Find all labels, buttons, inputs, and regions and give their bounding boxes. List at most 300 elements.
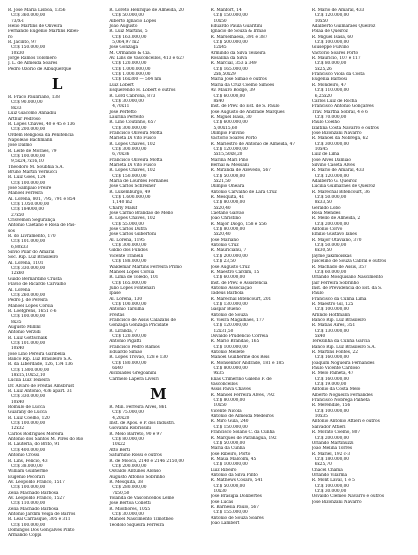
directory-line: José Bizonzani Navarro bbox=[311, 130, 362, 136]
directory-line: Zelia Machado Barbosa bbox=[8, 490, 59, 496]
directory-line: 10x22 bbox=[112, 442, 126, 448]
directory-line: Cr.$ 50.000,00 bbox=[213, 440, 246, 446]
directory-line: Cr.$ 200.000,00 bbox=[11, 127, 46, 133]
directory-line: Vactorio Soares Porto bbox=[311, 50, 359, 56]
directory-line: R. Lautérla, do Brito, 91 bbox=[8, 442, 60, 448]
directory-line: Antonio Jardim Veiga de Barros bbox=[8, 511, 76, 517]
directory-line: Cr.$ 55.000,00 bbox=[112, 221, 144, 227]
directory-line: Cr.$ 80.000,00 bbox=[213, 200, 246, 206]
directory-line: R. Mello de Almeida, 2 bbox=[311, 216, 361, 222]
directory-line: R. Monsenhor Andrade, 181 e 185 bbox=[210, 360, 284, 366]
directory-line: Julio Lopes Fontenari bbox=[109, 285, 155, 291]
directory-line: Cr.$ 600.000,00 bbox=[213, 120, 248, 126]
directory-line: Francisco Nobrega Palheta bbox=[311, 398, 370, 404]
directory-line: Francisco Pedro Ramos bbox=[109, 344, 160, 350]
directory-line: Cr.$ 200.000,00 bbox=[314, 435, 349, 441]
directory-line: Cr.$ 80.000,00 bbox=[213, 398, 246, 404]
directory-line: 73/X-I bbox=[11, 18, 24, 24]
directory-line: R. Barnesia Paulo, 567 bbox=[210, 504, 259, 510]
directory-line: Silvio Pilar do Amaral bbox=[8, 250, 55, 256]
directory-line: Av. Lins de Vasconcellos, 413 e 627 bbox=[109, 56, 185, 62]
directory-line: Cr.$ 330.000,00 bbox=[11, 266, 46, 272]
directory-line: 6x30,50 bbox=[314, 248, 332, 254]
directory-line: Cr.$ 1.600.000,00 bbox=[112, 195, 151, 201]
directory-line: Cr.$ 1.000.000,00 bbox=[112, 66, 151, 72]
directory-line: 2x6,50x29 bbox=[213, 72, 236, 78]
directory-line: 12x32 bbox=[11, 426, 25, 432]
directory-line: Orlando Mosquisano Nascimento bbox=[311, 275, 383, 281]
directory-line: Cr.$ 260.000,00 bbox=[11, 292, 46, 298]
directory-line: Guido Bernardino Crusta bbox=[8, 276, 62, 282]
directory-line: Laurina Perfeito bbox=[109, 114, 144, 120]
directory-line: José Alves Damião bbox=[311, 157, 351, 163]
directory-line: Tadeus Barbola bbox=[210, 291, 244, 297]
directory-line: Marieta Di Vito Fusco bbox=[109, 162, 157, 168]
directory-line: 10x50 bbox=[213, 18, 227, 24]
directory-line: Helio Martins de Oliveira bbox=[8, 24, 63, 30]
directory-line: 5,00x15,60 bbox=[213, 125, 238, 131]
directory-line: Carmelo Lapera Liveiri bbox=[109, 376, 159, 382]
directory-line: Antonio Associação bbox=[210, 285, 252, 291]
directory-line: Orlando Vilarma bbox=[311, 472, 348, 478]
directory-line: Cr.$ 165.000,00 bbox=[213, 66, 248, 72]
directory-line: Cr.$ 100.000,00 bbox=[112, 301, 147, 307]
directory-line: Maria da Cruz Coelho Simões bbox=[210, 82, 275, 88]
directory-line: Antonio Tarsilha bbox=[109, 307, 145, 313]
directory-line: R. de Moóca, 2140 e 2146 2150,00 bbox=[109, 458, 184, 464]
directory-line: R. Lopes Chaves, 102 bbox=[109, 216, 156, 222]
directory-line: Romulo de Lucca bbox=[8, 405, 45, 411]
directory-line: 18x15,10x52,10 bbox=[11, 373, 46, 378]
directory-line: 8x35 bbox=[11, 319, 22, 325]
directory-line: R. Marcial, 353 a 349 bbox=[210, 61, 257, 67]
directory-line: Eduardo Paula Guaritini bbox=[210, 24, 263, 30]
directory-line: William Guilherme bbox=[8, 469, 48, 475]
directory-line: Cr.$ 100.000,00 bbox=[11, 153, 46, 159]
directory-line: Cr.$ 80.000,00 bbox=[112, 437, 144, 443]
directory-line: Cr.$ 50.000,00 bbox=[213, 483, 246, 489]
directory-line: Francisco Oliveira Motta bbox=[109, 130, 163, 136]
directory-line: Cr.$ 100.000,00 bbox=[314, 408, 349, 414]
directory-line: Luiz Giacomo Annadiu bbox=[8, 111, 57, 117]
directory-line: R. Mont Laval, 1 e 5 bbox=[311, 478, 355, 484]
directory-line: Antonio de Almeida Medeiros bbox=[210, 414, 274, 420]
directory-line: 5x40 bbox=[314, 333, 326, 339]
directory-line: R. Manoel da Nobrega, 62 bbox=[311, 136, 369, 142]
directory-line: Cr.$ 90.000,00 bbox=[11, 100, 43, 106]
section-letter: M bbox=[150, 385, 167, 404]
directory-line: Arthur Pedroso bbox=[8, 116, 41, 122]
directory-line: Cr.$ 165.000,00 bbox=[112, 280, 147, 286]
directory-line: Rosalina da Silva bbox=[210, 56, 248, 62]
directory-line: R. Luiz Martins, 5 bbox=[109, 29, 148, 35]
directory-line: Silvino Caseta Alves bbox=[311, 162, 355, 168]
directory-line: José Bertoa Colletti bbox=[109, 501, 151, 507]
directory-line: Cr.$ 50.000,00 bbox=[213, 173, 246, 179]
directory-line: Dr. Alvaro de Freitas Amsbrust bbox=[8, 383, 75, 389]
directory-line: Cr.$ 100.000,00 bbox=[314, 483, 349, 489]
directory-line: Inst. de Apos. e P. dos Industri. bbox=[109, 421, 176, 427]
directory-line: Al. Lorena, 1195 bbox=[109, 237, 145, 243]
directory-line: Osvaldo Clemeo Navarro e outros bbox=[311, 494, 384, 500]
directory-line: Manoel Ferreira bbox=[8, 191, 43, 197]
directory-line: Cr.$ 120.000,00 bbox=[112, 333, 147, 339]
directory-line: 6,25x20 bbox=[314, 93, 332, 99]
directory-line: Cr.$ 16x300 — 504 nm bbox=[112, 77, 162, 83]
directory-line: Carlos Luiz de Rocha bbox=[311, 98, 358, 104]
directory-line: Vicente Nicola bbox=[210, 408, 242, 414]
directory-line: Cr.$ 360.000,00 bbox=[11, 13, 46, 19]
directory-line: Cr.$ 100.000,00 bbox=[11, 421, 46, 427]
section-letter: L bbox=[51, 75, 63, 94]
directory-line: Antonio de Souza bbox=[210, 312, 248, 318]
directory-line: 8x40 bbox=[213, 98, 224, 104]
directory-line: R. José Maria Lisboa, 1356 bbox=[8, 8, 66, 13]
directory-line: Cr.$ 75.000,00 bbox=[112, 410, 144, 416]
directory-line: Theodoro M. Soubhia S.A. bbox=[8, 164, 64, 170]
directory-line: Terezinha da Cunha Garcia bbox=[311, 339, 370, 345]
directory-line: Alcibiades Gregoanini bbox=[109, 371, 157, 377]
directory-line: Chacel Chama bbox=[311, 467, 343, 473]
directory-line: 10x50 bbox=[213, 403, 227, 409]
directory-line: José Lucas bbox=[210, 499, 234, 505]
directory-line: R. Maestro Gil, 125 bbox=[311, 301, 354, 307]
directory-line: Gonzaga Gonzaga Prícidate bbox=[109, 323, 169, 329]
directory-line: Giuseppe Fulvino bbox=[311, 45, 349, 51]
directory-line: 5,064,97 m2 bbox=[112, 40, 140, 46]
directory-line: Saturnino Rossi e outros bbox=[109, 453, 162, 459]
directory-line: 9x35 bbox=[213, 371, 224, 377]
directory-line: Paulo Vicente Cardoso bbox=[311, 366, 360, 372]
directory-line: Cr.$ 1.050.000,00 bbox=[11, 202, 50, 207]
directory-line: Cr.$ 500.000,00 bbox=[213, 40, 248, 46]
directory-line: R. Lopes Chaves, 102 bbox=[109, 168, 156, 174]
directory-line: R. Miró Gula, 240 bbox=[210, 419, 249, 425]
directory-line: J. L. de Almeida Soares bbox=[8, 61, 58, 67]
directory-line: R. Miguel Isasa, 60 bbox=[311, 34, 353, 40]
directory-line: Cr.$ 1.800.000,00 bbox=[11, 367, 50, 373]
directory-line: Carlos Rodrigues Moreira bbox=[8, 431, 64, 437]
directory-line: Marina Mari Pino bbox=[210, 157, 249, 163]
directory-line: Cr.$ 23,50 bbox=[213, 259, 236, 265]
directory-line: R. Machado de Assis, 357 bbox=[311, 264, 367, 270]
directory-line: Olimpio Oneara bbox=[210, 184, 245, 190]
directory-line: Maria José Simão e outros bbox=[210, 77, 267, 83]
directory-line: 8x33 bbox=[11, 105, 22, 111]
directory-line: Jorge Ramos Tolomero bbox=[8, 56, 57, 62]
directory-line: José Carlos Dutra bbox=[109, 227, 147, 233]
directory-line: Armando Coppi bbox=[8, 533, 42, 539]
directory-line: Waldemar Martins Ferreira Primo bbox=[109, 264, 182, 270]
directory-line: Juscelino de Souza Cabral e outros bbox=[311, 259, 387, 265]
directory-line: Cr.$ 100.000,00 bbox=[11, 485, 46, 491]
directory-line: Cr.$ 100.000,00 bbox=[11, 522, 46, 528]
directory-line: Cr.$ 180.000,00 bbox=[112, 360, 147, 366]
directory-line: Pôlaa de Queiroz bbox=[311, 29, 348, 35]
directory-line: R. Marselhaesa, 391 e 387 bbox=[210, 34, 268, 40]
directory-line: Cr.$ 38.000,00 bbox=[11, 463, 43, 469]
directory-line: Orlando Martinuzzi bbox=[311, 440, 354, 446]
directory-line: R. Mathews Cosaro, 541 bbox=[210, 478, 263, 484]
directory-line: Cr.$ 60.000,00 bbox=[314, 269, 347, 275]
directory-line: Ordem Religiosa da Penitencia bbox=[8, 132, 74, 138]
directory-line: R. Mauricianu, 7 bbox=[210, 248, 247, 254]
directory-line: Armindo da Silva Teixeira bbox=[210, 50, 266, 56]
directory-line: José Sampaio Freire bbox=[8, 185, 52, 191]
directory-line: R. Jacinto, 97 bbox=[8, 40, 37, 46]
directory-line: Francisco Solano C. da Cunha bbox=[210, 430, 275, 436]
directory-line: R. Miolfiores, 1055 bbox=[109, 506, 151, 512]
directory-line: Banco Rip. Luz Brasileiro S.A. bbox=[8, 356, 72, 362]
directory-line: R. Morato Coelho, 807 bbox=[311, 430, 361, 436]
directory-line: R. da Liberdade, 126, 134 136 bbox=[8, 362, 73, 368]
column-4 bbox=[312, 8, 410, 548]
directory-line: Al. Lorena, 130 bbox=[109, 296, 143, 302]
directory-line: Freitas bbox=[109, 312, 125, 318]
directory-line: R. Marechal Bitencourt, 201 bbox=[210, 296, 272, 302]
directory-line: Cr.$ 60.000,00 bbox=[213, 275, 246, 281]
directory-line: Cr.$ 200.000,00 bbox=[213, 253, 248, 259]
directory-line: Banco Rip. Luz Brasileiro S.A. bbox=[311, 344, 376, 350]
directory-line: Cr.$ 180.000,00 bbox=[314, 456, 349, 462]
directory-line: Luiz de Lima bbox=[311, 152, 340, 158]
directory-line: Jair Ferreira Sobrinho bbox=[311, 280, 359, 286]
directory-line: José Dalmo bbox=[8, 143, 32, 149]
directory-line: Al. Lorena, 1101 bbox=[8, 260, 44, 266]
directory-line: Bruno Martin Vernucci bbox=[8, 169, 57, 175]
column-3 bbox=[211, 8, 309, 548]
directory-line: Cr.$ 100.000,00 bbox=[11, 314, 46, 320]
directory-line: Fernando Eugenio Martins Ribei- bbox=[8, 29, 80, 35]
directory-line: R. Mário Brandão, 165 bbox=[210, 339, 260, 345]
directory-line: Osvaldo Antunes Alonso bbox=[109, 469, 161, 475]
directory-line: José Bizonzani Navarro bbox=[311, 499, 362, 505]
directory-line: 4,20x20 bbox=[112, 415, 130, 421]
directory-line: Cr.$ 163.000,00 bbox=[112, 34, 147, 40]
directory-line: Antonio Antonio Attieri e outros bbox=[311, 419, 380, 425]
directory-line: R. Leal Carrasque, 305 e 311 bbox=[8, 517, 71, 523]
directory-line: Cr.$ 80.000,00 bbox=[213, 227, 246, 233]
directory-line: José Carlos Gilbertoni bbox=[109, 232, 156, 238]
directory-line: sos bbox=[8, 228, 15, 234]
directory-line: Maria de Lourdes Fernanes bbox=[109, 179, 169, 184]
directory-line: Cr.$ 300.000,00 bbox=[112, 146, 147, 152]
directory-line: R. Lins, Felicio, 43 bbox=[8, 458, 48, 464]
directory-line: Soc. Rip. Luz Brasileiro bbox=[8, 255, 59, 261]
directory-line: José Gonzaga bbox=[109, 45, 138, 51]
directory-line: Cr.$ 280.000,00 bbox=[112, 485, 147, 491]
directory-line: Pedro J. de Pereira bbox=[8, 298, 48, 304]
directory-line: 9,5x24,7x16,10 bbox=[11, 159, 44, 165]
directory-line: Augusto Millinl bbox=[8, 324, 41, 330]
directory-line: 5x20,40 bbox=[213, 205, 231, 211]
directory-line: 8x33,50 bbox=[314, 200, 332, 206]
directory-line: Cr.$ 70.000,00 bbox=[314, 114, 347, 120]
directory-line: José Perfetto bbox=[109, 109, 137, 115]
directory-line: R. Mario de Amaral, 433 bbox=[311, 8, 365, 13]
directory-line: Av. Leopoldo Franco, 1517 bbox=[8, 479, 65, 485]
directory-line: Antonio Crossi bbox=[8, 453, 40, 459]
directory-line: Lucila Luiz Teixeira bbox=[8, 378, 50, 384]
directory-line: Charly Maluf bbox=[109, 205, 138, 211]
directory-line: R. Major Diogo, 158 e 556 bbox=[210, 221, 267, 227]
directory-line: Alberto Nogueira Fernandes bbox=[311, 392, 373, 398]
directory-line: Teodolo Siqueira Ferreira bbox=[109, 522, 164, 528]
directory-line: Cr.$ 150.000,00 bbox=[11, 45, 46, 51]
directory-line: R. Lino Coutinho, 657 bbox=[109, 120, 156, 126]
directory-line: Marieta Di Vito Fusco bbox=[109, 136, 157, 142]
directory-line: Antonio Verzidi bbox=[8, 330, 41, 336]
directory-line: Cr.$ 101.000,00 bbox=[11, 239, 46, 245]
directory-line: R. Martins Fontes, 22 bbox=[311, 350, 358, 355]
directory-line: R. Liranda, 7 bbox=[109, 328, 137, 334]
directory-line: R. Marquês de Paranaguá, 192 bbox=[210, 435, 277, 441]
directory-line: 12x60 bbox=[11, 271, 25, 277]
directory-line: 12x45 bbox=[213, 45, 227, 51]
directory-line: Cr.$ 300.000,00 bbox=[112, 125, 147, 131]
directory-line: Cr.$ 120.000,00 bbox=[213, 146, 248, 152]
directory-line: Cr.$ 110.000,00 bbox=[314, 88, 349, 94]
directory-line: Antonio Corvo bbox=[311, 227, 343, 233]
directory-line: Cr.$ 120.000,00 bbox=[314, 13, 349, 19]
directory-line: Cr.$ 400.000,00 bbox=[11, 447, 46, 453]
directory-line: Arlindo Hoffmann bbox=[311, 312, 351, 318]
directory-line: Paulo Coelho bbox=[311, 120, 340, 126]
directory-line: Cr.$ 100.000,00 bbox=[213, 344, 248, 350]
directory-line: João Melina Torres bbox=[311, 446, 353, 452]
directory-line: R. Fraco Pauliriano, 138 bbox=[8, 95, 60, 101]
directory-line: Cr.$ 80.000,00 bbox=[314, 61, 347, 67]
directory-line: R. Mauricio, 107 e 117 bbox=[311, 56, 361, 62]
directory-line: 5x15,50x8,20 bbox=[213, 152, 243, 158]
directory-line: Atto Berti bbox=[109, 447, 131, 453]
directory-line: 27x50 bbox=[11, 212, 25, 218]
directory-line: Assis Paiva Chaves bbox=[210, 387, 251, 393]
directory-line: R. Marechal Bitencourt, 36 bbox=[311, 189, 370, 195]
directory-line: 6x25,70 bbox=[314, 462, 332, 468]
directory-line: R. Mesquita, 41 bbox=[210, 195, 245, 201]
directory-line: 5x20,40 bbox=[213, 232, 231, 238]
directory-line: 1,140 m2 bbox=[112, 200, 133, 206]
directory-line: José Carlos Schreiner bbox=[109, 184, 156, 190]
directory-line: 6x40 bbox=[112, 366, 123, 372]
directory-line: 12x31,50 bbox=[213, 328, 234, 334]
directory-line: Eugenio Pecorari bbox=[8, 474, 45, 480]
directory-line: Cr.$ 100.000,00 bbox=[11, 180, 46, 186]
directory-line: Augusto Affonso Sobrinho bbox=[109, 474, 165, 480]
directory-line: Inst. de Previdência do Est. da S. bbox=[311, 285, 383, 291]
directory-line: José Mariano bbox=[210, 237, 239, 243]
directory-line: Vactorio Soares Porto bbox=[210, 136, 257, 142]
directory-line: Inst. de Prev. do Est. de S. Paulo bbox=[210, 104, 280, 110]
directory-line: Zelia Machado Barbosa bbox=[8, 506, 59, 512]
directory-line: Av. Mauro Bodge, 39 bbox=[210, 88, 255, 94]
directory-line: João Lambert bbox=[210, 521, 240, 526]
directory-line: 7x50,50 bbox=[112, 490, 130, 496]
directory-line: Cr.$ 200.000,00 bbox=[112, 463, 147, 469]
column-1 bbox=[8, 8, 106, 548]
directory-line: Rosa Mendes bbox=[311, 211, 341, 217]
directory-line: Cr.$ 30.000,00 bbox=[112, 98, 144, 104]
directory-line: Vasconcellos bbox=[210, 382, 238, 388]
directory-line: Antonio Cruz bbox=[210, 243, 239, 249]
directory-line: Cr.$ 200.000,00 bbox=[314, 221, 349, 227]
directory-line: R. Mario de Amaral, 433 bbox=[311, 168, 365, 174]
directory-line: José Augusto Cruz bbox=[210, 264, 250, 270]
directory-line: Cr.$ 50.000,00 bbox=[314, 195, 347, 201]
directory-line: 10x40 bbox=[11, 346, 25, 352]
directory-line: Antonio Mellete bbox=[210, 350, 245, 355]
directory-line: 10x50 bbox=[314, 18, 328, 24]
directory-line: R. Manfort, 14 bbox=[210, 8, 242, 13]
directory-line: Geraldo Lobo bbox=[311, 205, 341, 211]
directory-line: R. Merendile, 156 bbox=[311, 403, 351, 409]
directory-line: Av. Leopoldo Franco, 1527 bbox=[8, 495, 65, 501]
directory-line: R. Luiz Antonio, 436 apart. 31 bbox=[8, 389, 73, 395]
directory-line: Ipase bbox=[109, 291, 121, 297]
directory-line: Maria da Cunha bbox=[210, 446, 245, 452]
directory-line: Cr.$ 50.000,00 bbox=[314, 243, 347, 249]
directory-line: R. Maestro Cardim, 15 bbox=[210, 269, 260, 275]
directory-line: Cr.$ 120.000,00 bbox=[112, 61, 147, 67]
directory-line: José Ribeiro, Porto bbox=[210, 451, 251, 457]
directory-line: R. Mondeiro, 47 bbox=[311, 82, 347, 88]
directory-line: Francisco da Cunha Lima bbox=[311, 296, 367, 302]
directory-line: R. Mauá Malcolm, 45 bbox=[210, 456, 257, 462]
directory-line: João Christino bbox=[210, 216, 241, 222]
directory-line: Cr.$ 160.000,00 bbox=[314, 355, 349, 361]
directory-line: Cr.$ 19.000,00 bbox=[314, 382, 347, 388]
directory-line: Ignacio de Souza & Irmão bbox=[210, 29, 267, 35]
directory-line: Manoel Lopes Corsia bbox=[8, 303, 54, 309]
directory-line: R. Loreto Henrique de Almeida, 20 bbox=[109, 8, 184, 13]
directory-line: Caetano Galvão bbox=[210, 211, 245, 217]
directory-line: Cr.$ 110.000,00 bbox=[11, 501, 46, 507]
directory-line: Adalberto G. Queiroz bbox=[311, 179, 357, 184]
directory-line: R. Luiz Gottschalk bbox=[8, 335, 48, 341]
directory-line: José Brasigia Dolibertes bbox=[210, 494, 262, 500]
directory-line: José Augusto de Andrade Marques bbox=[210, 109, 285, 115]
directory-line: Paulo bbox=[311, 291, 324, 297]
directory-line: Izaltina Costa Navarro e outros bbox=[311, 125, 379, 131]
directory-line: R. Melo Palheta, 47 bbox=[311, 371, 354, 377]
directory-line: R. Lord Cabrona, 873 bbox=[109, 93, 156, 99]
directory-line: R. Miguel Isasa, 30 bbox=[210, 114, 252, 120]
directory-line: Esquerendo H. Lobert e outros bbox=[109, 88, 176, 94]
directory-line: Cr.$ 160.000,00 bbox=[314, 376, 349, 382]
directory-line: R. Luiz Góes, 124 bbox=[8, 175, 46, 181]
directory-line: Domingos Dos Gonçalves Pinto bbox=[8, 527, 75, 533]
directory-line: R. Luxemburgo, 49 bbox=[109, 189, 151, 195]
directory-line: R. Mesquita, 38 bbox=[109, 479, 143, 485]
directory-line: Trav. Martha Sobral, 4 e 6 bbox=[311, 109, 368, 115]
directory-line: R. Loefgrens, 1651 c-6 bbox=[8, 308, 57, 314]
directory-line: Vicente Tranelli bbox=[109, 253, 144, 259]
directory-line: R. Mariel, 192 c-3 bbox=[311, 451, 351, 457]
directory-line: Cr.$ 120.000,00 bbox=[213, 323, 248, 329]
directory-line: 5x25,26 bbox=[314, 66, 332, 72]
directory-line: R. Min. Ferreira Alves, 861 bbox=[109, 405, 168, 411]
directory-line: R. Vieira Magalhães, 177 bbox=[210, 317, 265, 323]
directory-line: R. Lima de Toledo, 101 bbox=[109, 275, 159, 281]
directory-line: Cr.$ 184000,00 bbox=[11, 207, 44, 213]
directory-line: Olimpio Fulvino bbox=[210, 130, 245, 136]
directory-line: Cr.$ 101.000,00 bbox=[11, 340, 46, 346]
directory-line: 6,70x36 bbox=[112, 152, 130, 158]
directory-line: José Carmo Brandão de Mello bbox=[109, 211, 173, 217]
directory-line: Bernal & Messani bbox=[210, 162, 249, 168]
directory-line: Cr.$ 330.000,00 bbox=[11, 394, 46, 400]
